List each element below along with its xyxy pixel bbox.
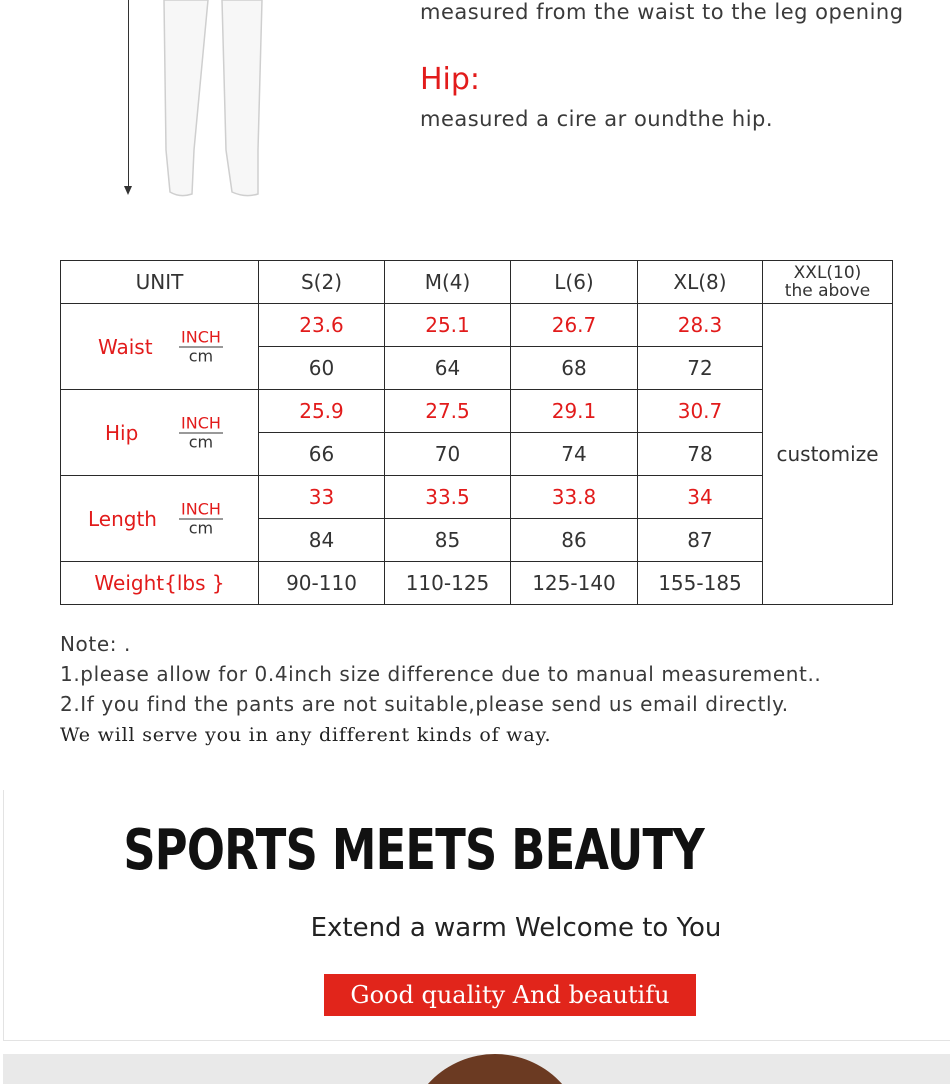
table-cell: 34 bbox=[638, 476, 763, 519]
row-label-hip bbox=[61, 390, 259, 476]
header-xl: XL(8) bbox=[638, 261, 763, 304]
table-cell: 30.7 bbox=[638, 390, 763, 433]
table-cell: 110-125 bbox=[385, 562, 511, 605]
table-cell: 68 bbox=[511, 347, 638, 390]
banner-title: SPORTS MEETS BEAUTY bbox=[123, 818, 704, 883]
unit-fraction bbox=[179, 414, 223, 451]
unit-fraction bbox=[179, 328, 223, 365]
unit-inch: INCH bbox=[181, 413, 221, 432]
table-cell: 27.5 bbox=[385, 390, 511, 433]
table-cell: 66 bbox=[259, 433, 385, 476]
table-cell: 33.5 bbox=[385, 476, 511, 519]
table-cell: 87 bbox=[638, 519, 763, 562]
row-label-waist bbox=[61, 304, 259, 390]
table-cell: 85 bbox=[385, 519, 511, 562]
note-line-3: We will serve you in any different kinds of way. bbox=[60, 724, 552, 746]
banner-subtitle: Extend a warm Welcome to You bbox=[310, 913, 722, 943]
unit-cm: cm bbox=[188, 432, 214, 451]
header-xxl-note: the above bbox=[784, 281, 871, 301]
table-cell: 72 bbox=[638, 347, 763, 390]
row-name: Hip bbox=[105, 420, 139, 445]
table-cell: 64 bbox=[385, 347, 511, 390]
row-name: Waist bbox=[98, 334, 153, 359]
table-header-row bbox=[61, 261, 893, 304]
table-cell: 25.1 bbox=[385, 304, 511, 347]
note-line-1: 1.please allow for 0.4inch size difference due to manual measurement.. bbox=[60, 662, 822, 686]
table-cell: 84 bbox=[259, 519, 385, 562]
table-cell: 33.8 bbox=[511, 476, 638, 519]
note-line-2: 2.If you find the pants are not suitable,please send us email directly. bbox=[60, 692, 789, 716]
length-description: measured from the waist to the leg opening bbox=[420, 0, 904, 24]
table-cell: 23.6 bbox=[259, 304, 385, 347]
customize-cell: customize bbox=[763, 304, 893, 605]
header-xxl-size: XXL(10) bbox=[793, 263, 862, 283]
header-xxl bbox=[763, 261, 893, 304]
table-cell: 29.1 bbox=[511, 390, 638, 433]
table-cell: 125-140 bbox=[511, 562, 638, 605]
size-chart-table bbox=[60, 260, 893, 605]
table-cell: 25.9 bbox=[259, 390, 385, 433]
table-cell: 90-110 bbox=[259, 562, 385, 605]
model-photo bbox=[3, 1054, 950, 1084]
hip-description: measured a cire ar oundthe hip. bbox=[420, 107, 774, 131]
row-label-length bbox=[61, 476, 259, 562]
row-label-weight: Weight{lbs } bbox=[61, 562, 259, 605]
table-cell: 74 bbox=[511, 433, 638, 476]
length-arrow-head-icon bbox=[124, 186, 132, 195]
header-unit: UNIT bbox=[61, 261, 259, 304]
quality-button[interactable]: Good quality And beautifu bbox=[324, 974, 696, 1016]
header-m: M(4) bbox=[385, 261, 511, 304]
note-title: Note: . bbox=[60, 632, 131, 656]
table-cell: 60 bbox=[259, 347, 385, 390]
table-row bbox=[61, 304, 893, 347]
table-cell: 86 bbox=[511, 519, 638, 562]
row-name: Length bbox=[88, 506, 157, 531]
table-cell: 155-185 bbox=[638, 562, 763, 605]
header-l: L(6) bbox=[511, 261, 638, 304]
unit-cm: cm bbox=[188, 346, 214, 365]
table-cell: 26.7 bbox=[511, 304, 638, 347]
length-arrow-line bbox=[128, 0, 129, 188]
unit-fraction bbox=[179, 500, 223, 537]
table-cell: 28.3 bbox=[638, 304, 763, 347]
table-cell: 33 bbox=[259, 476, 385, 519]
table-cell: 70 bbox=[385, 433, 511, 476]
hip-heading: Hip: bbox=[420, 62, 481, 97]
header-s: S(2) bbox=[259, 261, 385, 304]
unit-cm: cm bbox=[188, 518, 214, 537]
pants-illustration bbox=[150, 0, 280, 200]
table-cell: 78 bbox=[638, 433, 763, 476]
unit-inch: INCH bbox=[181, 499, 221, 518]
model-hair bbox=[405, 1054, 585, 1084]
unit-inch: INCH bbox=[181, 327, 221, 346]
